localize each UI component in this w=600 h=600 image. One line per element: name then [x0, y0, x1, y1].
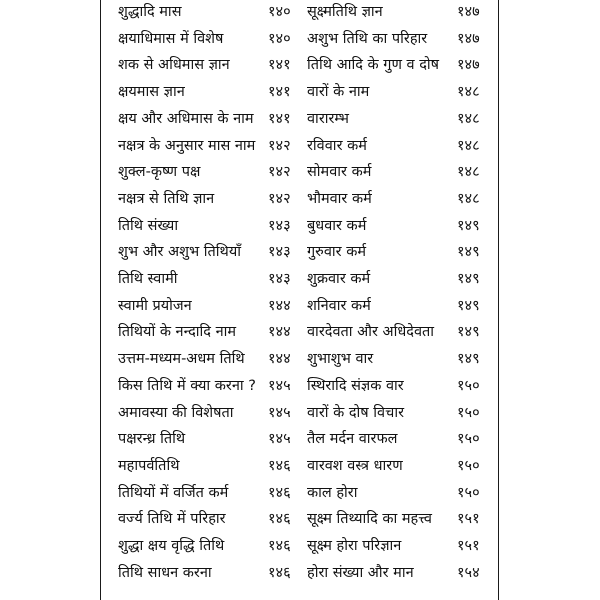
right-entry-page: १५० [457, 404, 480, 421]
left-entry-page: १४३ [268, 271, 291, 287]
right-entry-title: गुरुवार कर्म [307, 244, 366, 261]
right-entry-title: वारदेवता और अधिदेवता [307, 324, 435, 341]
left-entry-page: १४४ [268, 324, 291, 341]
right-entry-title: बुधवार कर्म [307, 217, 367, 234]
index-row [0, 267, 600, 291]
left-entry-title: नक्षत्र से तिथि ज्ञान [118, 190, 215, 207]
right-entry-page: १४८ [457, 137, 480, 154]
left-entry-title: तिथियों में वर्जित कर्म [118, 484, 229, 501]
index-row [0, 160, 600, 184]
left-entry-title: तिथियों के नन्दादि नाम [118, 324, 237, 341]
right-entry-title: सूक्ष्म तिथ्यादि का महत्त्व [307, 511, 432, 528]
index-row [0, 347, 600, 371]
right-entry-title: अशुभ तिथि का परिहार [307, 30, 428, 47]
left-entry-page: १४५ [268, 431, 291, 448]
left-entry-page: १४३ [268, 217, 291, 234]
right-entry-title: भौमवार कर्म [307, 190, 372, 207]
right-entry-title: तिथि आदि के गुण व दोष [307, 57, 440, 74]
index-row [0, 240, 600, 264]
left-entry-page: १४४ [268, 351, 291, 368]
right-entry-title: शुक्रवार कर्म [307, 271, 371, 287]
right-entry-title: वारवश वस्त्र धारण [307, 457, 403, 474]
index-row [0, 507, 600, 531]
left-entry-page: १४६ [268, 484, 291, 501]
left-entry-title: वर्ज्य तिथि में परिहार [118, 511, 226, 528]
index-row [0, 320, 600, 344]
right-entry-title: रविवार कर्म [307, 137, 367, 154]
right-entry-page: १४८ [457, 190, 480, 207]
left-entry-title: शक से अधिमास ज्ञान [118, 57, 230, 74]
right-entry-page: १५४ [457, 564, 480, 581]
left-entry-page: १४० [268, 4, 291, 20]
right-entry-title: स्थिरादि संज्ञक वार [307, 377, 404, 394]
index-row [0, 187, 600, 211]
right-entry-title: सूक्ष्मतिथि ज्ञान [307, 4, 383, 20]
right-entry-title: सोमवार कर्म [307, 164, 372, 181]
left-entry-title: अमावस्या की विशेषता [118, 404, 234, 421]
index-row [0, 561, 600, 585]
index-row [0, 0, 600, 24]
left-entry-page: १४६ [268, 538, 291, 554]
right-entry-page: १४८ [457, 164, 480, 181]
right-entry-title: काल होरा [307, 484, 358, 501]
right-entry-page: १५० [457, 431, 480, 448]
left-entry-title: शुक्ल-कृष्ण पक्ष [118, 164, 201, 181]
left-entry-page: १४५ [268, 404, 291, 421]
index-row [0, 454, 600, 478]
left-entry-title: स्वामी प्रयोजन [118, 297, 192, 314]
right-entry-page: १४८ [457, 110, 480, 127]
index-row [0, 27, 600, 51]
left-entry-page: १४१ [268, 57, 291, 74]
left-entry-title: महापर्वतिथि [118, 457, 180, 474]
left-entry-title: शुद्धादि मास [118, 4, 182, 20]
left-entry-title: नक्षत्र के अनुसार मास नाम [118, 137, 256, 154]
index-row [0, 53, 600, 77]
right-entry-page: १४९ [457, 297, 480, 314]
right-entry-page: १५० [457, 377, 480, 394]
index-row [0, 80, 600, 104]
left-entry-title: क्षयाधिमास में विशेष [118, 30, 224, 47]
right-entry-page: १४९ [457, 244, 480, 261]
left-entry-page: १४१ [268, 84, 291, 101]
left-entry-title: क्षयमास ज्ञान [118, 84, 185, 101]
left-entry-page: १४६ [268, 511, 291, 528]
right-entry-page: १४९ [457, 351, 480, 368]
left-entry-title: उत्तम-मध्यम-अधम तिथि [118, 351, 245, 368]
left-entry-page: १४६ [268, 564, 291, 581]
right-entry-page: १४९ [457, 324, 480, 341]
left-entry-page: १४५ [268, 377, 291, 394]
right-entry-page: १५१ [457, 538, 480, 554]
left-entry-title: किस तिथि में क्या करना ? [118, 377, 256, 394]
right-entry-title: तैल मर्दन वारफल [307, 431, 398, 448]
index-row [0, 134, 600, 158]
index-row [0, 481, 600, 505]
index-row [0, 107, 600, 131]
left-entry-title: तिथि साधन करना [118, 564, 212, 581]
left-entry-page: १४६ [268, 457, 291, 474]
right-entry-page: १४९ [457, 271, 480, 287]
left-entry-page: १४२ [268, 137, 291, 154]
left-entry-title: तिथि स्वामी [118, 271, 178, 287]
right-entry-title: होरा संख्या और मान [307, 564, 414, 581]
right-entry-page: १४९ [457, 217, 480, 234]
right-entry-page: १४८ [457, 84, 480, 101]
left-entry-page: १४४ [268, 297, 291, 314]
right-entry-page: १४७ [457, 4, 480, 20]
left-entry-page: १४० [268, 30, 291, 47]
index-row [0, 294, 600, 318]
index-row [0, 401, 600, 425]
right-entry-page: १४७ [457, 30, 480, 47]
left-entry-page: १४२ [268, 164, 291, 181]
left-entry-page: १४२ [268, 190, 291, 207]
right-entry-page: १५१ [457, 511, 480, 528]
index-row [0, 374, 600, 398]
left-entry-title: पक्षरन्ध्र तिथि [118, 431, 186, 448]
right-entry-title: वारों के दोष विचार [307, 404, 405, 421]
index-row [0, 427, 600, 451]
left-entry-page: १४३ [268, 244, 291, 261]
right-entry-page: १४७ [457, 57, 480, 74]
right-entry-title: सूक्ष्म होरा परिज्ञान [307, 538, 402, 554]
index-row [0, 214, 600, 238]
left-entry-title: शुभ और अशुभ तिथियाँ [118, 244, 241, 261]
right-entry-page: १५० [457, 457, 480, 474]
right-entry-title: शनिवार कर्म [307, 297, 371, 314]
right-entry-title: शुभाशुभ वार [307, 351, 374, 368]
index-row [0, 534, 600, 558]
right-entry-title: वारारम्भ [307, 110, 349, 127]
left-entry-title: क्षय और अधिमास के नाम [118, 110, 254, 127]
right-entry-page: १५० [457, 484, 480, 501]
left-entry-title: तिथि संख्या [118, 217, 179, 234]
left-entry-title: शुद्धा क्षय वृद्धि तिथि [118, 538, 225, 554]
right-entry-title: वारों के नाम [307, 84, 370, 101]
left-entry-page: १४१ [268, 110, 291, 127]
